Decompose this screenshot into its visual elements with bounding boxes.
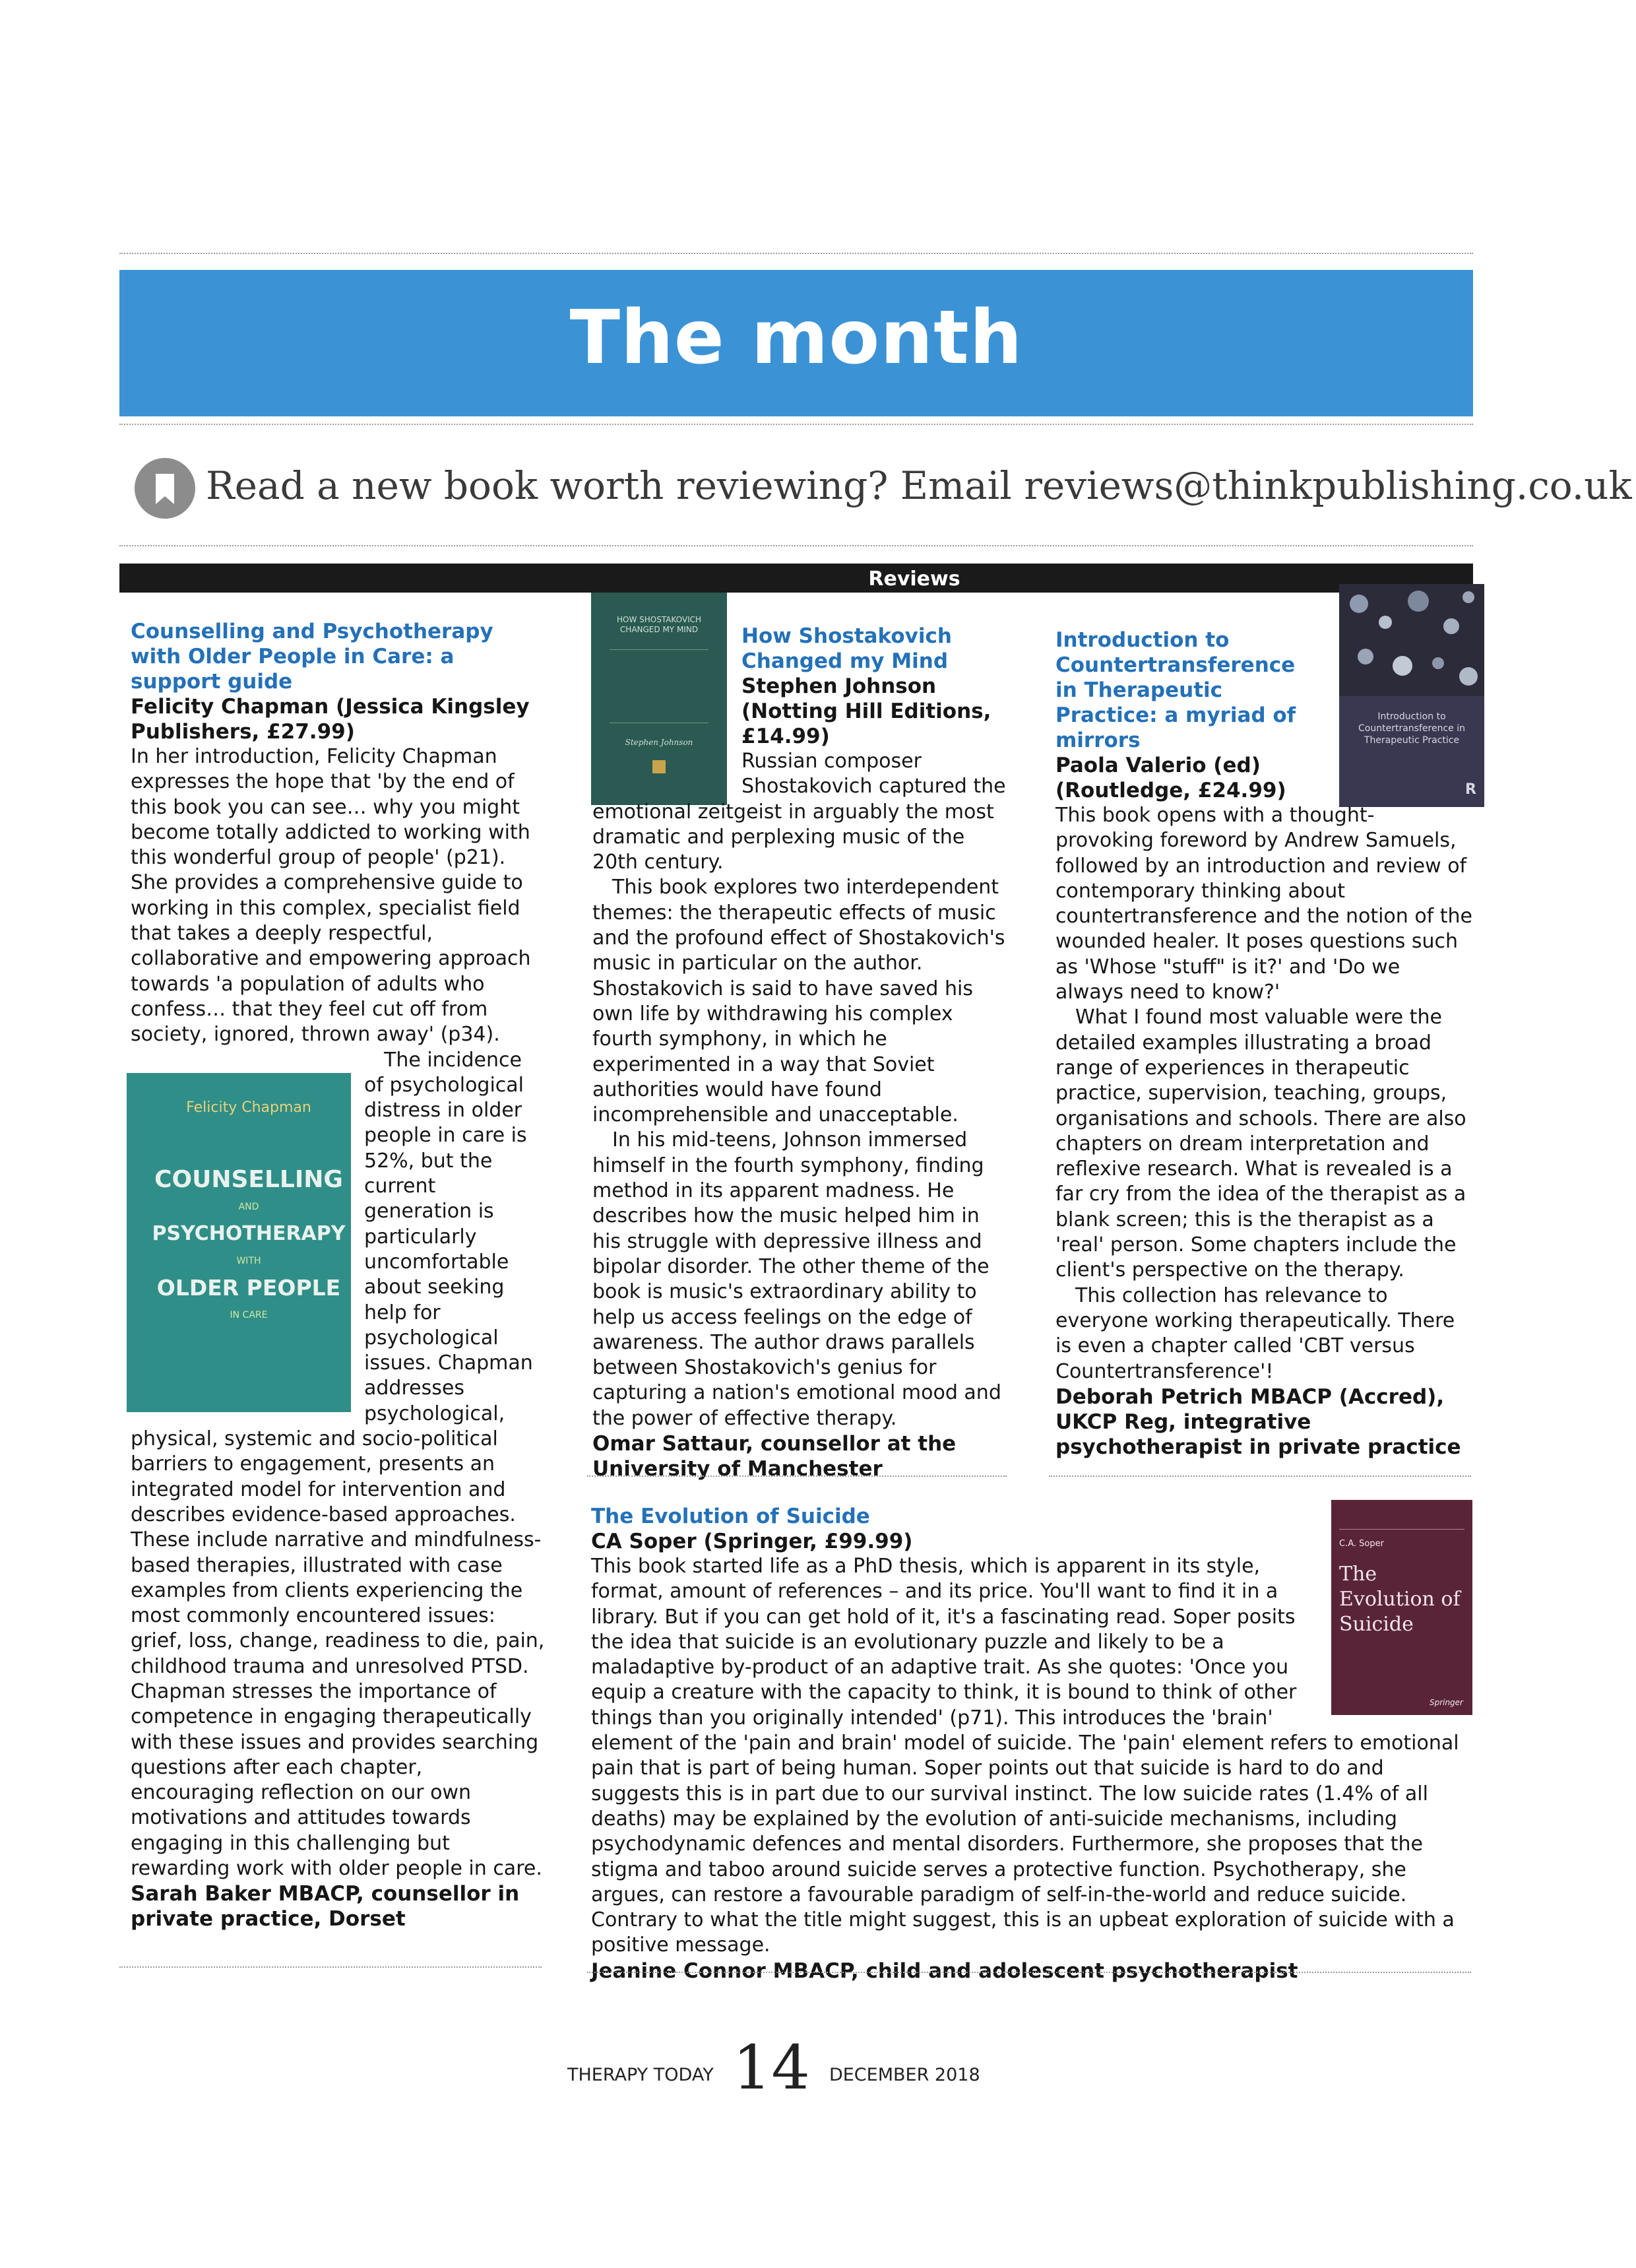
review-body <box>592 749 1007 1431</box>
prompt-rule <box>119 545 1473 546</box>
page-footer <box>567 2032 980 2103</box>
review-paragraph: This collection has relevance to everyone working therapeutically. There is even a chapter called 'CBT versus Countertransference'! <box>1055 1283 1455 1383</box>
review-paragraph: Russian composer Shostakovich captured the emotional zeitgeist in arguably the most dramatic and perplexing music of the 20th century. <box>592 750 1006 874</box>
magazine-name: THERAPY TODAY <box>567 2065 714 2085</box>
page-title: The month <box>569 295 1023 381</box>
column-end-rule <box>119 1966 542 1968</box>
reviewer-signature: Omar Sattaur, counsellor at the University of Manchester <box>592 1432 957 1481</box>
top-rule <box>119 253 1473 254</box>
review-body <box>131 744 545 1881</box>
column-end-rule <box>587 1475 1007 1477</box>
review-title: Introduction to Countertransference in Therapeutic Practice: a myriad of mirrors <box>1055 628 1296 752</box>
review-column-3 <box>1055 628 1472 1460</box>
section-bar <box>119 564 1473 593</box>
cover-author: Felicity Chapman <box>186 1099 311 1116</box>
cover-spacer <box>1313 1504 1468 1722</box>
bookmark-icon <box>135 458 195 519</box>
cover-title-and: AND <box>238 1201 259 1212</box>
reviewer-signature: Jeanine Connor MBACP, child and adolescent psychotherapist <box>591 1959 1298 1983</box>
page-number: 14 <box>732 2032 810 2103</box>
cover-title: HOW SHOSTAKOVICH CHANGED MY MIND <box>616 615 702 634</box>
review-author: CA Soper (Springer, £99.99) <box>591 1530 913 1553</box>
cover-title-line: COUNSELLING <box>154 1165 343 1193</box>
cover-title-line: OLDER PEOPLE <box>156 1275 341 1301</box>
header-banner <box>119 270 1473 416</box>
section-label: Reviews <box>805 567 1023 593</box>
cover-title-line: PSYCHOTHERAPY <box>152 1222 346 1246</box>
cover-author: Stephen Johnson <box>625 738 693 747</box>
review-author: Stephen Johnson (Notting Hill Editions, £14.99) <box>741 674 991 748</box>
issue-date: DECEMBER 2018 <box>829 2065 980 2085</box>
review-paragraph: This book opens with a thought-provoking foreword by Andrew Samuels, followed by an introduction and review of contemporary thinking about countertransference and the notion of the wounded healer. It poses questions such as 'Whose "stuff" is it?' and 'Do we always need to know?' <box>1055 804 1473 1004</box>
cover-author: C.A. Soper <box>1339 1539 1384 1549</box>
cover-title: Introduction to Countertransference in Therapeutic Practice <box>1358 711 1465 746</box>
reviews-prompt: Read a new book worth reviewing? Email reviews@thinkpublishing.co.uk <box>206 463 1632 508</box>
cover-title-with: WITH <box>236 1256 261 1267</box>
review-paragraph: In his mid-teens, Johnson immersed himself in the fourth symphony, finding method in its apparent madness. He describes how the music helped him in his struggle with depressive illness and bipolar disorder. The other theme of the book is music's extraordinary ability to help us access feelings on the edge of awareness. The author draws parallels between Shostakovich's genius for capturing a nation's emotional mood and the power of effective therapy. <box>592 1128 1001 1430</box>
review-title: The Evolution of Suicide <box>591 1505 870 1528</box>
review-paragraph: This book explores two interdependent themes: the therapeutic effects of music and the profound effect of Shostakovich's music in particular on the author. Shostakovich is said to have saved his own life by withdrawing his complex fourth symphony, in which he experimented in a way that Soviet authorities would have found incomprehensible and unacceptable. <box>592 876 1005 1127</box>
review-author: Felicity Chapman (Jessica Kingsley Publishers, £27.99) <box>131 695 530 744</box>
review-paragraph <box>131 1048 545 1882</box>
reviewer-signature: Sarah Baker MBACP, counsellor in private practice, Dorset <box>131 1882 520 1931</box>
review-column-2 <box>592 624 1007 1481</box>
book-cover <box>127 1073 351 1412</box>
column-end-rule <box>1049 1475 1471 1477</box>
cover-spacer <box>1315 628 1472 799</box>
review-column-1 <box>131 619 545 1931</box>
review-paragraph: What I found most valuable were the detailed examples illustrating a broad range of experiences in therapeutic practice, supervision, teaching, groups, organisations and schools. There are also chapters on dream interpretation and reflexive research. What is revealed is a far cry from the idea of the therapist as a blank screen; this is the therapist as a 'real' person. Some chapters include the client's perspective on the therapy. <box>1055 1006 1466 1282</box>
review-body <box>1055 803 1472 1384</box>
reviewer-signature: Deborah Petrich MBACP (Accred), UKCP Reg, integrative psychotherapist in private practice <box>1055 1384 1461 1459</box>
publisher-logo: R <box>1465 781 1476 798</box>
review-paragraph-text: The incidence of psychological distress in older people in care is 52%, but the current generation is particularly uncomfortable about seeking help for psychological issues. Chapman addresses psychological, physical, systemic and socio-political barriers to engagement, presents an integrated model for intervention and describes evidence-based approaches. These include narrative and mindfulness-based therapies, illustrated with case examples from clients experiencing the most commonly encountered issues: grief, loss, change, readiness to die, pain, childhood trauma and unresolved PTSD. Chapman stresses the importance of competence in engaging therapeutically with these issues and provides searching questions after each chapter, encouraging reflection on our own motivations and attitudes towards engaging in this challenging but rewarding work with older people in care. <box>131 1048 545 1881</box>
cover-title-in-care: IN CARE <box>230 1310 268 1321</box>
publisher-logo: Springer <box>1429 1698 1463 1707</box>
cover-spacer <box>592 624 741 798</box>
review-paragraph: This book started life as a PhD thesis, which is apparent in its style, format, amount of references – and its price. You'll want to find it in a library. But if you can get hold of it, it's a fascinating read. Soper posits the idea that suicide is an evolutionary puzzle and likely to be a maladaptive by-product of an adaptive trait. As she quotes: 'Once you equip a creature with the capacity to think, it is bound to think of other things than you originally intended' (p71). This introduces the 'brain' element of the 'pain and brain' model of suicide. The 'pain' element refers to emotional pain that is part of being human. Soper points out that suicide is hard to do and suggests this is in part due to our survival instinct. The low suicide rates (1.4% of all deaths) may be explained by the evolution of anti-suicide mechanisms, including psychodynamic defences and mental disorders. Furthermore, she proposes that the stigma and taboo around suicide serves a protective function. Psychotherapy, she argues, can restore a favourable paradigm of self-in-the-world and reduce suicide. Contrary to what the title might suggest, this is an upbeat exploration of suicide with a positive message. <box>591 1555 1459 1957</box>
review-author: Paola Valerio (ed) (Routledge, £24.99) <box>1055 754 1286 802</box>
review-paragraph: In her introduction, Felicity Chapman expresses the hope that 'by the end of this book you can see… why you might become totally addicted to working with this wonderful group of people' (p21). She provides a comprehensive guide to working in this complex, specialist field that takes a deeply respectful, collaborative and empowering approach towards 'a population of adults who confess… that they feel cut off from society, ignored, thrown away' (p34). <box>131 745 531 1047</box>
banner-rule <box>119 424 1473 425</box>
column-end-rule <box>587 1972 1471 1973</box>
review-title: Counselling and Psychotherapy with Older People in Care: a support guide <box>131 620 493 694</box>
review-title: How Shostakovich Changed my Mind <box>741 624 952 673</box>
review-column-bottom <box>591 1504 1468 1984</box>
cover-title: The Evolution of Suicide <box>1339 1563 1461 1636</box>
